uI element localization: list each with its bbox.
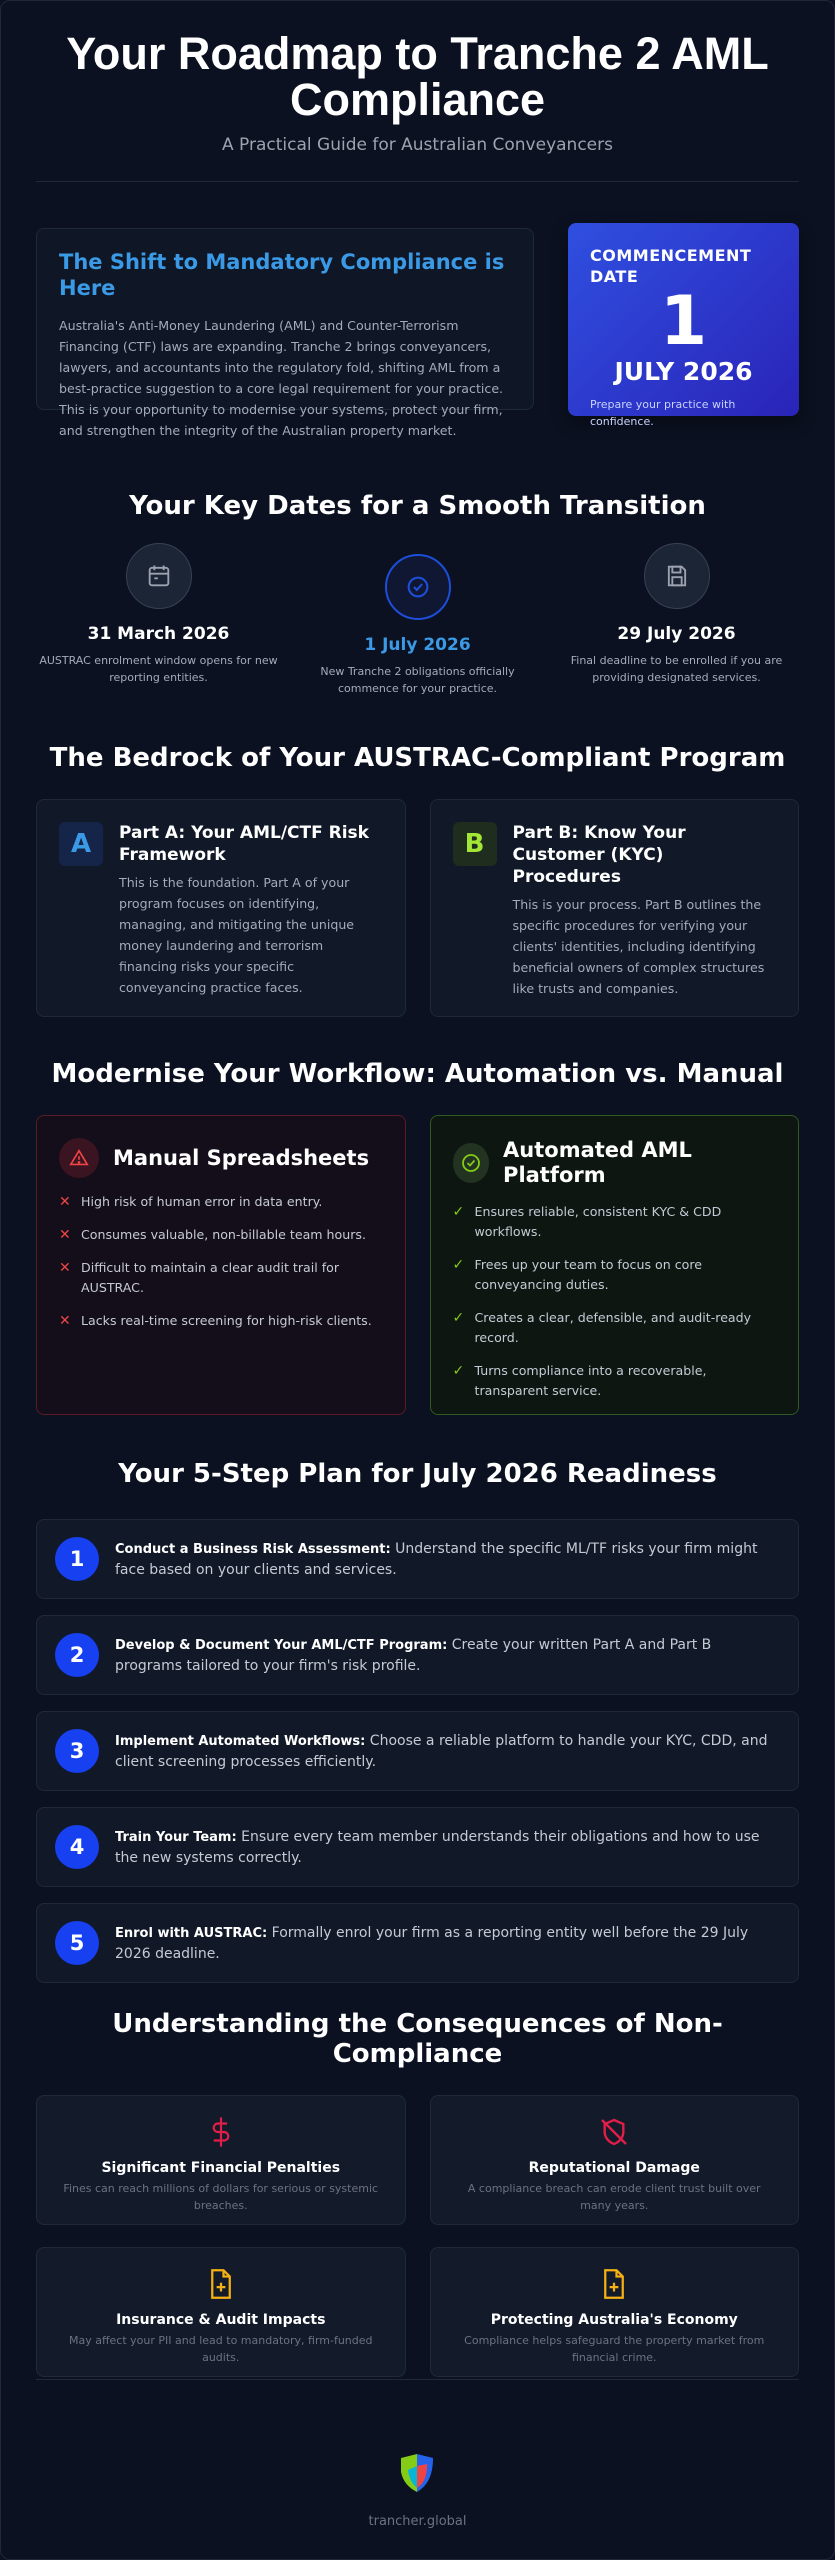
consequence-card — [430, 2095, 800, 2225]
x-icon: ✕ — [59, 1260, 71, 1276]
list-item: ✕ Lacks real-time screening for high-risk clients. — [59, 1313, 372, 1329]
trancher-logo-icon[interactable] — [397, 2452, 439, 2500]
timeline-text: Final deadline to be enrolled if you are providing designated services. — [570, 654, 783, 684]
list-item: ✕ Difficult to maintain a clear audit trail for AUSTRAC. — [59, 1258, 383, 1298]
step-item — [36, 1807, 799, 1887]
manual-card — [36, 1115, 406, 1415]
file-plus-icon — [37, 2264, 405, 2304]
consequence-heading: Significant Financial Penalties — [101, 2160, 341, 2176]
shield-off-icon — [431, 2112, 799, 2152]
step-item — [36, 1903, 799, 1983]
intro-section — [36, 228, 799, 461]
commencement-card — [568, 223, 799, 428]
part-b-body: This is your process. Part B outlines the specific procedures for verifying your clients' identities, including identifying beneficial owners of complex structures like trusts and companies. — [512, 897, 765, 996]
file-plus-icon — [431, 2264, 799, 2304]
check-icon: ✓ — [452, 1204, 465, 1220]
step-number: 1 — [55, 1537, 99, 1581]
consequence-heading: Protecting Australia's Economy — [490, 2312, 738, 2328]
bedrock-section — [36, 743, 799, 1017]
page-subtitle: A Practical Guide for Australian Conveyancers — [222, 135, 613, 155]
automated-heading: Automated AML Platform — [503, 1138, 692, 1187]
consequence-text: May affect your PII and lead to mandatory, firm-funded audits. — [68, 2334, 373, 2364]
commencement-day: 1 — [659, 282, 708, 361]
step-text: Train Your Team: Ensure every team member understands their obligations and how to use the new systems correctly. — [115, 1828, 760, 1866]
dollar-icon — [37, 2112, 405, 2152]
timeline-item — [295, 543, 540, 703]
timeline-date: 1 July 2026 — [364, 635, 471, 655]
consequence-card — [36, 2095, 406, 2225]
plan-section — [36, 1459, 799, 1983]
part-a-card — [36, 799, 406, 1017]
step-number: 4 — [55, 1825, 99, 1869]
save-icon — [644, 543, 710, 609]
step-number: 5 — [55, 1921, 99, 1965]
x-icon: ✕ — [59, 1227, 71, 1243]
key-dates-title: Your Key Dates for a Smooth Transition — [129, 491, 706, 521]
bedrock-title: The Bedrock of Your AUSTRAC-Compliant Program — [49, 743, 786, 773]
part-a-badge: A — [59, 822, 103, 866]
calendar-icon — [126, 543, 192, 609]
step-item — [36, 1519, 799, 1599]
steps-list — [36, 1519, 799, 1983]
part-a-body: This is the foundation. Part A of your program focuses on identifying, managing, and mitigating the unique money laundering and terrorism financing risks your specific conveyancing practice faces. — [119, 875, 355, 995]
part-b-heading: Part B: Know Your Customer (KYC) Procedures — [512, 823, 686, 887]
consequence-heading: Insurance & Audit Impacts — [116, 2312, 326, 2328]
step-text: Implement Automated Workflows: Choose a reliable platform to handle your KYC, CDD, and client screening processes efficiently. — [115, 1732, 768, 1770]
automated-list — [453, 1202, 777, 1401]
check-icon: ✓ — [452, 1310, 465, 1326]
x-icon: ✕ — [59, 1194, 71, 1210]
timeline-text: New Tranche 2 obligations officially commence for your practice. — [320, 665, 515, 695]
timeline-item — [554, 543, 799, 703]
footer-domain[interactable]: trancher.global — [368, 2514, 467, 2529]
workflow-title: Modernise Your Workflow: Automation vs. Manual — [51, 1059, 784, 1089]
step-text: Develop & Document Your AML/CTF Program: Create your written Part A and Part B programs tailored to your firm's risk profile. — [115, 1636, 712, 1674]
list-item: ✕ High risk of human error in data entry. — [59, 1194, 323, 1210]
part-b-badge: B — [453, 822, 497, 866]
automated-card — [430, 1115, 800, 1415]
list-item: ✓ Ensures reliable, consistent KYC & CDD workflows. — [453, 1202, 777, 1242]
step-text: Conduct a Business Risk Assessment: Understand the specific ML/TF risks your firm might face based on your clients and services. — [115, 1540, 758, 1578]
intro-body: Australia's Anti-Money Laundering (AML) and Counter-Terrorism Financing (CTF) laws are expanding. Tranche 2 brings conveyancers, lawyers, and accountants into the regulatory fold, shifting AML from a best-practice suggestion to a core legal requirement for your practice. This is your opportunity to modernise your systems, protect your firm, and strengthen the integrity of the Australian property market. — [59, 318, 504, 438]
check-circle-icon — [453, 1143, 490, 1183]
step-item — [36, 1711, 799, 1791]
timeline-date: 31 March 2026 — [87, 624, 230, 644]
commencement-label: COMMENCEMENT DATE — [590, 246, 752, 286]
intro-heading: The Shift to Mandatory Compliance is Here — [59, 250, 505, 300]
consequence-text: A compliance breach can erode client trust built over many years. — [467, 2182, 761, 2212]
footer — [36, 2379, 799, 2529]
step-number: 2 — [55, 1633, 99, 1677]
manual-list — [59, 1192, 383, 1331]
step-item — [36, 1615, 799, 1695]
page-title: Your Roadmap to Tranche 2 AML Compliance — [66, 28, 769, 125]
list-item: ✓ Creates a clear, defensible, and audit-ready record. — [453, 1308, 777, 1348]
timeline — [36, 543, 799, 703]
bedrock-cards — [36, 799, 799, 1017]
consequence-card — [430, 2247, 800, 2377]
commencement-note: Prepare your practice with confidence. — [590, 398, 736, 428]
timeline-text: AUSTRAC enrolment window opens for new reporting entities. — [39, 654, 278, 684]
consequence-text: Compliance helps safeguard the property market from financial crime. — [464, 2334, 765, 2364]
list-item: ✕ Consumes valuable, non-billable team hours. — [59, 1227, 366, 1243]
step-text: Enrol with AUSTRAC: Formally enrol your firm as a reporting entity well before the 29 July 2026 deadline. — [115, 1924, 749, 1962]
consequences-row — [36, 2095, 799, 2225]
timeline-item — [36, 543, 281, 703]
intro-card — [36, 228, 534, 438]
part-b-card — [430, 799, 800, 1017]
workflow-section — [36, 1059, 799, 1415]
consequence-heading: Reputational Damage — [528, 2160, 700, 2176]
commencement-month-year: JULY 2026 — [614, 357, 753, 386]
plan-title: Your 5-Step Plan for July 2026 Readiness — [118, 1459, 717, 1489]
consequence-text: Fines can reach millions of dollars for serious or systemic breaches. — [63, 2182, 379, 2212]
key-dates-section — [36, 491, 799, 703]
consequences-row — [36, 2247, 799, 2377]
warning-icon — [59, 1138, 99, 1178]
workflow-cards — [36, 1115, 799, 1415]
list-item: ✓ Frees up your team to focus on core conveyancing duties. — [453, 1255, 777, 1295]
check-circle-icon — [385, 554, 451, 620]
check-icon: ✓ — [452, 1363, 465, 1379]
consequences-section — [36, 2009, 799, 2377]
check-icon: ✓ — [452, 1257, 465, 1273]
manual-heading: Manual Spreadsheets — [113, 1145, 370, 1170]
consequences-title: Understanding the Consequences of Non-Compliance — [112, 2009, 723, 2069]
timeline-date: 29 July 2026 — [617, 624, 736, 644]
list-item: ✓ Turns compliance into a recoverable, transparent service. — [453, 1361, 777, 1401]
x-icon: ✕ — [59, 1313, 71, 1329]
step-number: 3 — [55, 1729, 99, 1773]
part-a-heading: Part A: Your AML/CTF Risk Framework — [119, 823, 369, 865]
hero — [36, 1, 799, 182]
consequence-card — [36, 2247, 406, 2377]
